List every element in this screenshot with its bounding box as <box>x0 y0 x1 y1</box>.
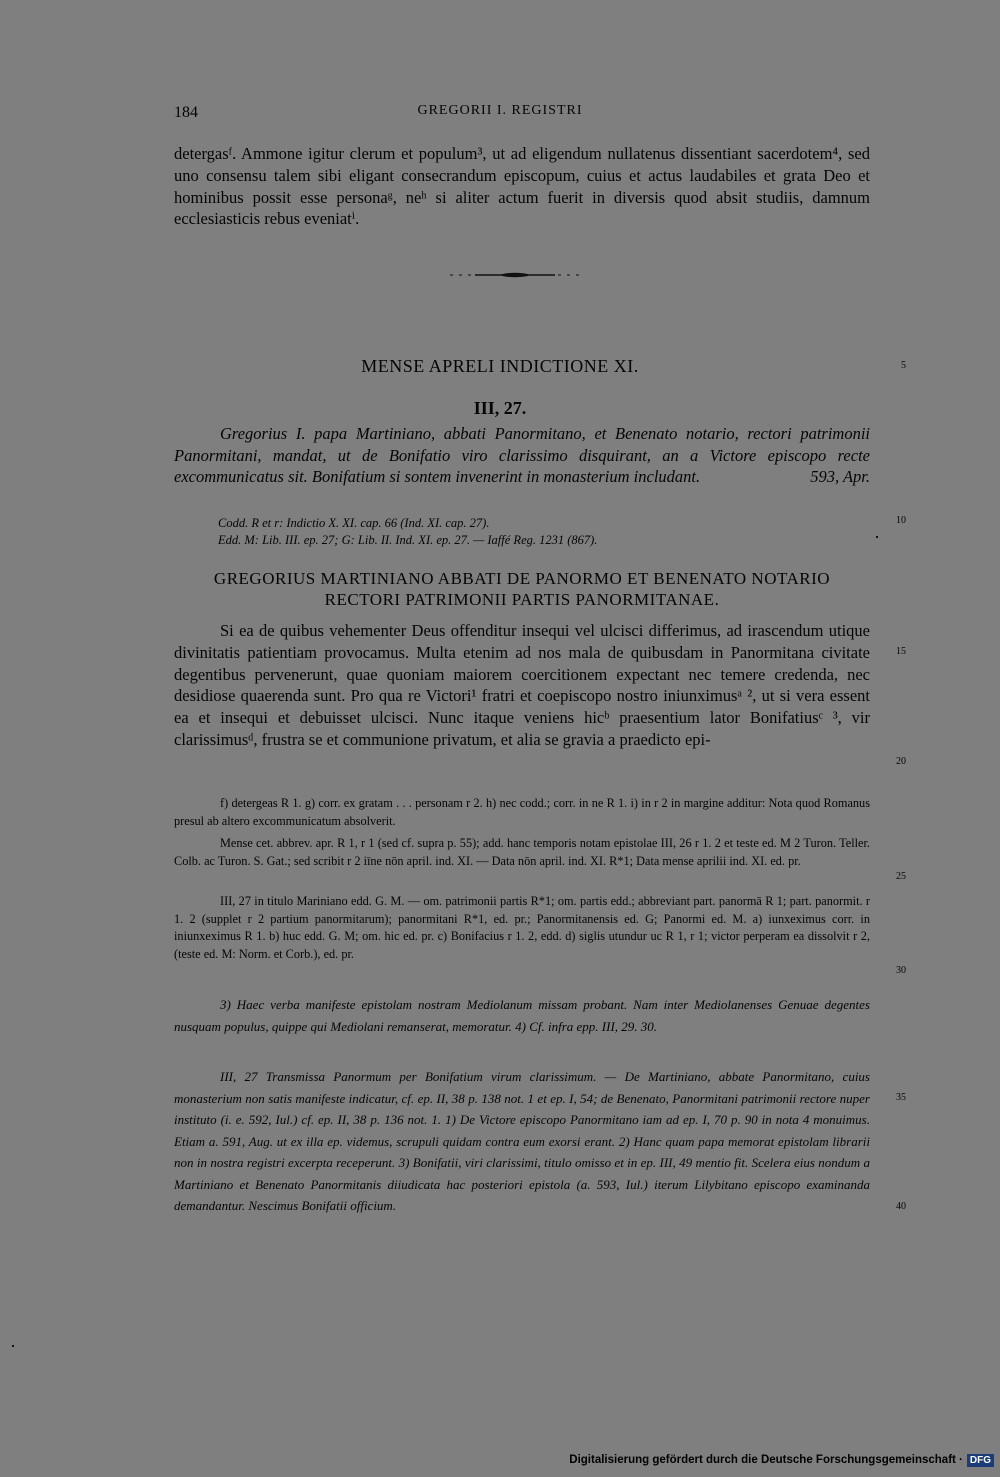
regest-date: 593, Apr. <box>810 467 870 487</box>
commentary-note-a: 3) Haec verba manifeste epistolam nostram Mediolanum missam probant. Nam inter Mediolanenses Genuae degentes nusquam populus, quippe qui Mediolani remanserat, memoratur. 4) Cf. infra epp. III, 29. 30. <box>174 997 870 1034</box>
line-number: 40 <box>896 1201 906 1212</box>
codices-line: Codd. R et r: Indictio X. XI. cap. 66 (Ind. XI. cap. 27). <box>218 516 490 530</box>
credit-text: Digitalisierung gefördert durch die Deutsche Forschungsgemeinschaft · <box>569 1454 963 1466</box>
letter-title: GREGORIUS MARTINIANO ABBATI DE PANORMO ET BENENATO NOTARIO RECTORI PATRIMONII PARTIS PANORMITANAE. <box>213 569 831 609</box>
section-heading: MENSE APRELI INDICTIONE XI. <box>361 356 639 376</box>
regest-summary <box>174 423 870 488</box>
main-paragraph: Si ea de quibus vehementer Deus offenditur insequi vel ulcisci differimus, ad irascendum utique divinitatis patientiam provocamus. Multa etenim ad nos mala de quibusdam in Panormitana civitate degentibus pervenerunt, quae quoniam maiorem coercitionem expectant nec temere credenda, nec desidiose quaerenda sunt. Pro qua re Victori¹ fratri et coepiscopo nostro iniunximusᵃ ², ut si vera essent ea et insequi et debuisset ulcisci. Nunc itaque veniens hicᵇ praesentium lator Bonifatiusᶜ ³, vir clarissimusᵈ, frustra se et communione privatum, et alia se gravia a praedicto epi- <box>174 621 870 749</box>
digitization-credit <box>569 1451 1000 1469</box>
line-number: 15 <box>896 646 906 657</box>
line-number: 20 <box>896 756 906 767</box>
line-number: 10 <box>896 515 906 526</box>
line-number: 25 <box>896 871 906 882</box>
ornament-divider <box>430 268 600 282</box>
footnote-date-note: Mense cet. abbrev. apr. R 1, r 1 (sed cf. supra p. 55); add. hanc temporis notam epistolae III, 26 r 1. 2 et teste ed. M 2 Turon. Teller. Colb. ac Turon. S. Gat.; sed scribit r 2 iīne nōn april. ind. XI. — Data nōn april. ind. XI. R*1; Data mense aprilii ind. XI. ed. pr. <box>174 836 870 868</box>
line-number: 30 <box>896 965 906 976</box>
editions-line: Edd. M: Lib. III. ep. 27; G: Lib. II. Ind. XI. ep. 27. — Iaffé Reg. 1231 (867). <box>218 533 598 547</box>
footnote-title-variants: III, 27 in titulo Mariniano edd. G. M. — om. patrimonii partis R*1; om. partis edd.; abbreviant part. panormā R 1; part. panormit. r 1. 2 (supplet r 2 partium panormitarum); panormitani R*1, ed. pr.; Panormitanensis ed. G; Panormi ed. M. a) iunxeximus corr. in iniunxeximus R 1. b) huc edd. G. M; om. hic ed. pr. c) Bonifacius r 1. 2, edd. d) siglis utundur uc R 1, r 1; victor perperam ea dissolvit r 2, (teste ed. M: Norm. et Corb.), ed. pr. <box>174 894 870 961</box>
running-title: GREGORII I. REGISTRI <box>417 103 583 118</box>
letter-number: III, 27. <box>473 398 527 418</box>
dfg-logo-icon: DFG <box>967 1454 994 1467</box>
footnote-variants: f) detergeas R 1. g) corr. ex gratam . . . personam r 2. h) nec codd.; corr. in ne R 1. i) in r 2 in margine additur: Nota quod Romanus presul ab altero excommunicatum absolverit. <box>174 796 870 828</box>
scan-speck <box>12 1345 14 1347</box>
commentary-note-b: III, 27 Transmissa Panormum per Bonifatium virum clarissimum. — De Martiniano, abbate Panormitano, cuius monasterium non satis manifeste indicatur, cf. ep. II, 38 p. 138 not. 1 et ep. I, 54; de Benenato, Panormitani patrimonii rectore nuper instituto (i. e. 592, Iul.) cf. ep. II, 38 p. 136 not. 1. 1) De Victore episcopo Panormitano iam ad ep. I, 70 p. 90 in nota 4 monuimus. Etiam a. 591, Aug. ut ex illa ep. videmus, scrupuli quidam contra eum exorsi erant. 2) Hanc quam papa memorat epistolam librarii non in nostra registri excerpta receperunt. 3) Bonifatii, viri clarissimi, titulo omisso et in ep. III, 49 mentio fit. Scelera eius nondum a Martiniano et Benenato Panormitanis diiudicata hac posteriori epistola (a. 593, Iul.) iterum Lilybitano episcopo examinanda demandantur. Nescimus Bonifatii officium. <box>174 1069 870 1213</box>
line-number: 35 <box>896 1092 906 1103</box>
line-number: 5 <box>901 360 906 371</box>
regest-text: Gregorius I. papa Martiniano, abbati Panormitano, et Benenato notario, rectori patrimonii Panormitani, mandat, ut de Bonifatio viro clarissimo disquirant, an a Victore episcopo recte excommunicatus sit. Bonifatium si sontem invenerint in monasterium includant. <box>174 424 870 487</box>
intro-paragraph: detergasᶠ. Ammone igitur clerum et populum³, ut ad eligendum nullatenus dissentiant sacerdotem⁴, sed uno consensu talem sibi eligant consecrandum episcopum, cuius et actus laudabiles et grata Deo et hominibus possit esse personaᵍ, neʰ si aliter actum fuerit in diversis quod absit studiis, damnum ecclesiasticis rebus eveniatⁱ. <box>174 144 870 229</box>
page-number: 184 <box>174 104 198 121</box>
scan-speck <box>876 536 878 538</box>
